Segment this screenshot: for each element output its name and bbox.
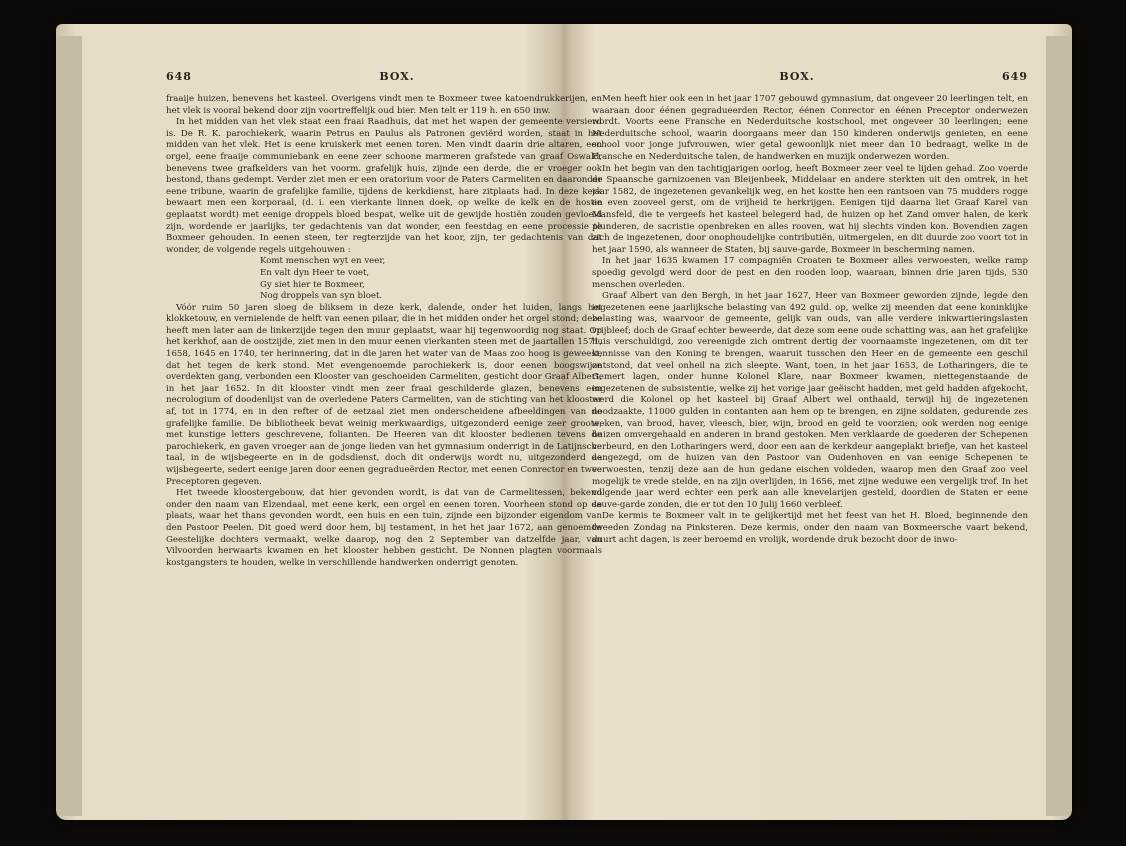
paragraph: In het jaar 1635 kwamen 17 compagniën Croaten te Boxmeer alles verwoesten, welke ramp spoedig gevolgd werd door de pest en den rooden loop, waaraan, binnen drie jaren tijds, 530 menschen overleden. — [592, 256, 1028, 290]
left-page — [166, 70, 602, 750]
running-head: BOX. — [779, 70, 815, 83]
verse-line: Komt menschen wyt en veer, — [260, 256, 386, 267]
verse-line: Gy siet hier te Boxmeer, — [260, 279, 365, 290]
verse-line: Nog droppels van syn bloet. — [260, 291, 383, 302]
right-page-text — [592, 94, 1028, 546]
right-page-header — [592, 70, 1028, 86]
page-number: 649 — [1002, 70, 1028, 83]
paragraph: Graaf Albert van den Bergh, in het jaar 1627, Heer van Boxmeer geworden zijnde, legde den ingezetenen eene jaarlijksche belasting van 492 guld. op, welke zij meenden dat eene koninklijke belasting was, waarvoor de gemeente, gelijk van ouds, van alle verdere inkwartieringslasten vrijbleef; doch de Graaf echter beweerde, dat deze som eene oude schatting was, aan het grafelijke huis verschuldigd, zoo vereenigde zich omtrent dertig der voornaamste ingezetenen, om dit ter kennisse van den Koning te brengen, waaruit tusschen den Heer en de gemeente een geschil ontstond, dat veel onheil na zich sleepte. Want, toen, in het jaar 1653, de Lotharingers, die te Gemert lagen, onder hunne Kolonel Klare, naar Boxmeer kwamen, niettegenstaande de ingezetenen de subsistentie, welke zij het vorige jaar geëischt hadden, met geld hadden afgekocht, werd die Kolonel op het kasteel bij Graaf Albert wel onthaald, terwijl hij de ingezetenen noodzaakte, 11000 gulden in contanten aan hem op te brengen, en zijne soldaten, gedurende zes weken, van brood, haver, vleesch, bier, wijn, brood en geld te voorzien; ook werden nog eenige huizen omvergehaald en anderen in brand gestoken. Men verklaarde de goederen der Schepenen verbeurd, en den Lotharingers werd, door een aan de kerkdeur aangeplakt briefje, van het kasteel aangezegd, om de huizen van den Pastoor van Oudenhoven en van eenige Schepenen te verwoesten, tenzij deze aan de hun gedane eischen voldeden, waarop men den Graaf zoo veel mogelijk te vrede stelde, en na zijn overlijden, in 1656, met zijne weduwe een vergelijk trof. In het volgende jaar werd echter een perk aan alle knevelarijen gesteld, doordien de Staten er eene sauve-garde zonden, die er tot den 10 Julij 1660 verbleef. — [592, 291, 1028, 510]
paragraph: Vóór ruim 50 jaren sloeg de bliksem in deze kerk, dalende, onder het luiden, langs het klokketouw, en vernielende de helft van eenen pilaar, die in het midden onder het orgel stond; deze heeft men later aan de linkerzijde tegen den muur geplaatst, waar hij tegenwoordig nog staat. Op het kerkhof, aan de oostzijde, ziet men in den muur eenen vierkanten steen met de jaartallen 1571, 1658, 1645 en 1740, ter herinnering, dat in die jaren het water van de Maas zoo hoog is geweest, dat het tegen de kerk stond. Met evengenoemde parochiekerk is, door eenen boogswijze overdekten gang, verbonden een Klooster van geschoeiden Carmeliten, gesticht door Graaf Albert, in het jaar 1652. In dit klooster vindt men zeer fraai geschilderde glazen, benevens een necrologium of doodenlijst van de overledene Paters Carmeliten, van de stichting van het klooster af, tot in 1774, en in den refter of de eetzaal ziet men onderscheidene afbeeldingen van de grafelijke familie. De bibliotheek bevat weinig merkwaardigs, uitgezonderd eenige zeer groote, met kunstige letters geschrevene, folianten. De Heeren van dit klooster bedienen tevens de parochiekerk, en gaven vroeger aan de jonge lieden van het gymnasium onderrigt in de Latijnsche taal, in de wijsbegeerte en in de godsdienst, doch dit onderwijs wordt nu, uitgezonderd de wijsbegeerte, sedert eenige jaren door eenen gegradueërden Rector, met eenen Conrector en twee Preceptoren gegeven. — [166, 302, 602, 487]
right-page — [592, 70, 1028, 750]
paragraph: In het midden van het vlek staat een fraai Raadhuis, dat met het wapen der gemeente versierd is. De R. K. parochiekerk, waarin Petrus en Paulus als Patronen geviërd worden, staat in het midden van het vlek. Het is eene kruiskerk met eenen toren. Men vindt daarin drie altaren, een orgel, eene fraaije communiebank en eene zeer schoone marmeren grafstede van graaf Oswald, benevens twee grafkelders van het voorm. grafelijk huis, zijnde een derde, die er vroeger ook bestond, thans gedempt. Verder ziet men er een oratorium voor de Paters Carmeliten en daaronder eene tribune, waarin de grafelijke familie, tijdens de kerkdienst, hare zitplaats had. In deze kerk bewaart men een korporaal, (d. i. een vierkante linnen doek, op welke de kelk en de hostie geplaatst wordt) met eenige droppels bloed bespat, welke uit de gewijde hostiën zouden gevloeid zijn, wordende er jaarlijks, ter gedachtenis van dat wonder, een feestdag en eene processie te Boxmeer gehouden. In eenen steen, ter regterzijde van het koor, zijn, ter gedachtenis van dat wonder, de volgende regels uitgehouwen : — [166, 117, 602, 255]
paragraph: In het begin van den tachtigjarigen oorlog, heeft Boxmeer zeer veel te lijden gehad. Zoo voerde de Spaansche garnizoenen van Bleijenbeek, Middelaar en andere sterkten uit den omtrek, in het jaar 1582, de ingezetenen gevankelijk weg, en het kostte hen een rantsoen van 75 mudders rogge en even zooveel gerst, om de vrijheid te herkrijgen. Eenigen tijd daarna liet Graaf Karel van Mansfeld, die te vergeefs het kasteel belegerd had, de huizen op het Zand omver halen, de kerk plunderen, de sacristie openbreken en alles rooven, wat hij slechts vinden kon. Bovendien zagen zich de ingezetenen, door onophoudelijke contributiën, uitmergelen, en dit duurde zoo voort tot in het jaar 1590, als wanneer de Staten, bij sauve-garde, Boxmeer in bescherming namen. — [592, 163, 1028, 255]
paragraph: De kermis te Boxmeer valt in te gelijkertijd met het feest van het H. Bloed, beginnende den tweeden Zondag na Pinksteren. Deze kermis, onder den naam van Boxmeersche vaart bekend, duurt acht dagen, is zeer beroemd en vrolijk, wordende druk bezocht door de inwo- — [592, 511, 1028, 545]
verse-block — [260, 256, 602, 302]
left-page-text — [166, 94, 602, 569]
paragraph: Het tweede kloostergebouw, dat hier gevonden wordt, is dat van de Carmelitessen, bekend onder den naam van Elzendaal, met eene kerk, een orgel en eenen toren. Voorheen stond op de plaats, waar het thans gevonden wordt, een huis en een tuin, zijnde een bijzonder eigendom van den Pastoor Peelen. Dit goed werd door hem, bij testament, in het het jaar 1672, aan genoemde Geestelijke dochters vermaakt, welke daarop, nog den 2 September van datzelfde jaar, van Vilvoorden herwaarts kwamen en het klooster hebben gesticht. De Nonnen plagten voormaals kostgangsters te houden, welke in verschillende handwerken onderrigt genoten. — [166, 488, 602, 568]
running-head: BOX. — [379, 70, 415, 83]
page-edges-right — [1046, 36, 1072, 816]
page-edges-left — [56, 36, 82, 816]
paragraph: Men heeft hier ook een in het jaar 1707 gebouwd gymnasium, dat ongeveer 20 leerlingen telt, en waaraan door éénen gegradueerden Rector, éénen Conrector en éénen Preceptor onderwezen wordt. Voorts eene Fransche en Nederduitsche kostschool, met ongeveer 30 leerlingen; eene Nederduitsche school, waarin doorgaans meer dan 150 kinderen onderwijs genieten, en eene school voor jonge jufvrouwen, wier getal gewoonlijk niet meer dan 10 bedraagt, welke in de Fransche en Nederduitsche talen, de handwerken en muzijk onderwezen worden. — [592, 94, 1028, 162]
left-page-header — [166, 70, 602, 86]
paragraph: fraaije huizen, benevens het kasteel. Overigens vindt men te Boxmeer twee katoendrukkerijen, en het vlek is vooral bekend door zijn voortreffelijk oud bier. Men telt er 119 h. en 650 inw. — [166, 94, 602, 116]
verse-line: En valt dyn Heer te voet, — [260, 267, 370, 278]
page-number: 648 — [166, 70, 192, 83]
